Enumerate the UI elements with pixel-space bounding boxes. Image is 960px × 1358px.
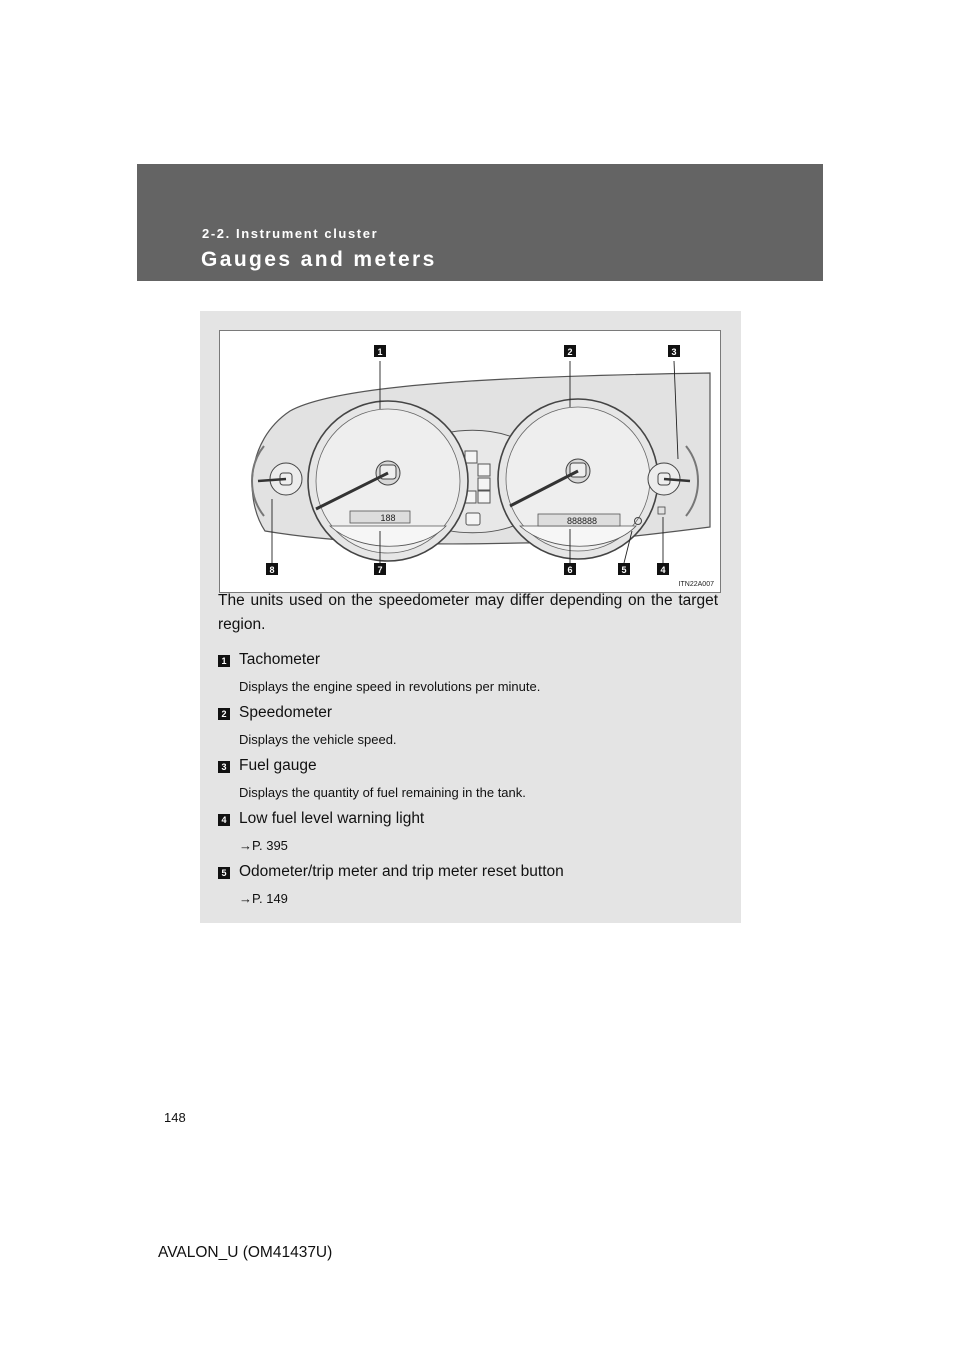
odometer-readout: 888888 [566,516,598,526]
item-badge: 2 [218,708,230,720]
item-badge: 3 [218,761,230,773]
temp-readout: 188 [380,513,396,523]
item-title: Tachometer [239,651,320,668]
tachometer-gauge [308,401,468,561]
item-title: Odometer/trip meter and trip meter reset button [239,863,564,880]
item-desc: Displays the engine speed in revolutions per minute. [239,679,541,694]
item-badge: 5 [218,867,230,879]
page-number: 148 [164,1110,186,1125]
document-footer: AVALON_U (OM41437U) [158,1244,333,1261]
item-title: Fuel gauge [239,757,317,774]
svg-text:8: 8 [269,565,275,575]
section-label: 2-2. Instrument cluster [202,226,379,241]
instrument-cluster-figure [219,330,721,593]
item-title: Low fuel level warning light [239,810,425,827]
svg-text:1: 1 [377,347,383,357]
speedometer-gauge [498,399,658,559]
instrument-cluster-illustration [220,331,720,592]
svg-text:4: 4 [660,565,666,575]
svg-text:3: 3 [671,347,677,357]
intro-text: The units used on the speedometer may differ depending on the target region. [218,592,718,633]
item-desc: Displays the vehicle speed. [239,732,397,747]
item-badge: 1 [218,655,230,667]
page-title: Gauges and meters [201,248,437,271]
svg-text:6: 6 [567,565,573,575]
content-panel [200,311,741,923]
figure-id: ITN22A007 [678,581,714,588]
section-header [137,164,823,281]
page-reference-link[interactable]: →P. 149 [239,891,288,906]
page-reference-link[interactable]: →P. 395 [239,838,288,853]
svg-text:5: 5 [621,565,627,575]
item-badge: 4 [218,814,230,826]
svg-text:2: 2 [567,347,573,357]
svg-text:7: 7 [377,565,383,575]
item-desc: Displays the quantity of fuel remaining in the tank. [239,785,526,800]
item-title: Speedometer [239,704,333,721]
